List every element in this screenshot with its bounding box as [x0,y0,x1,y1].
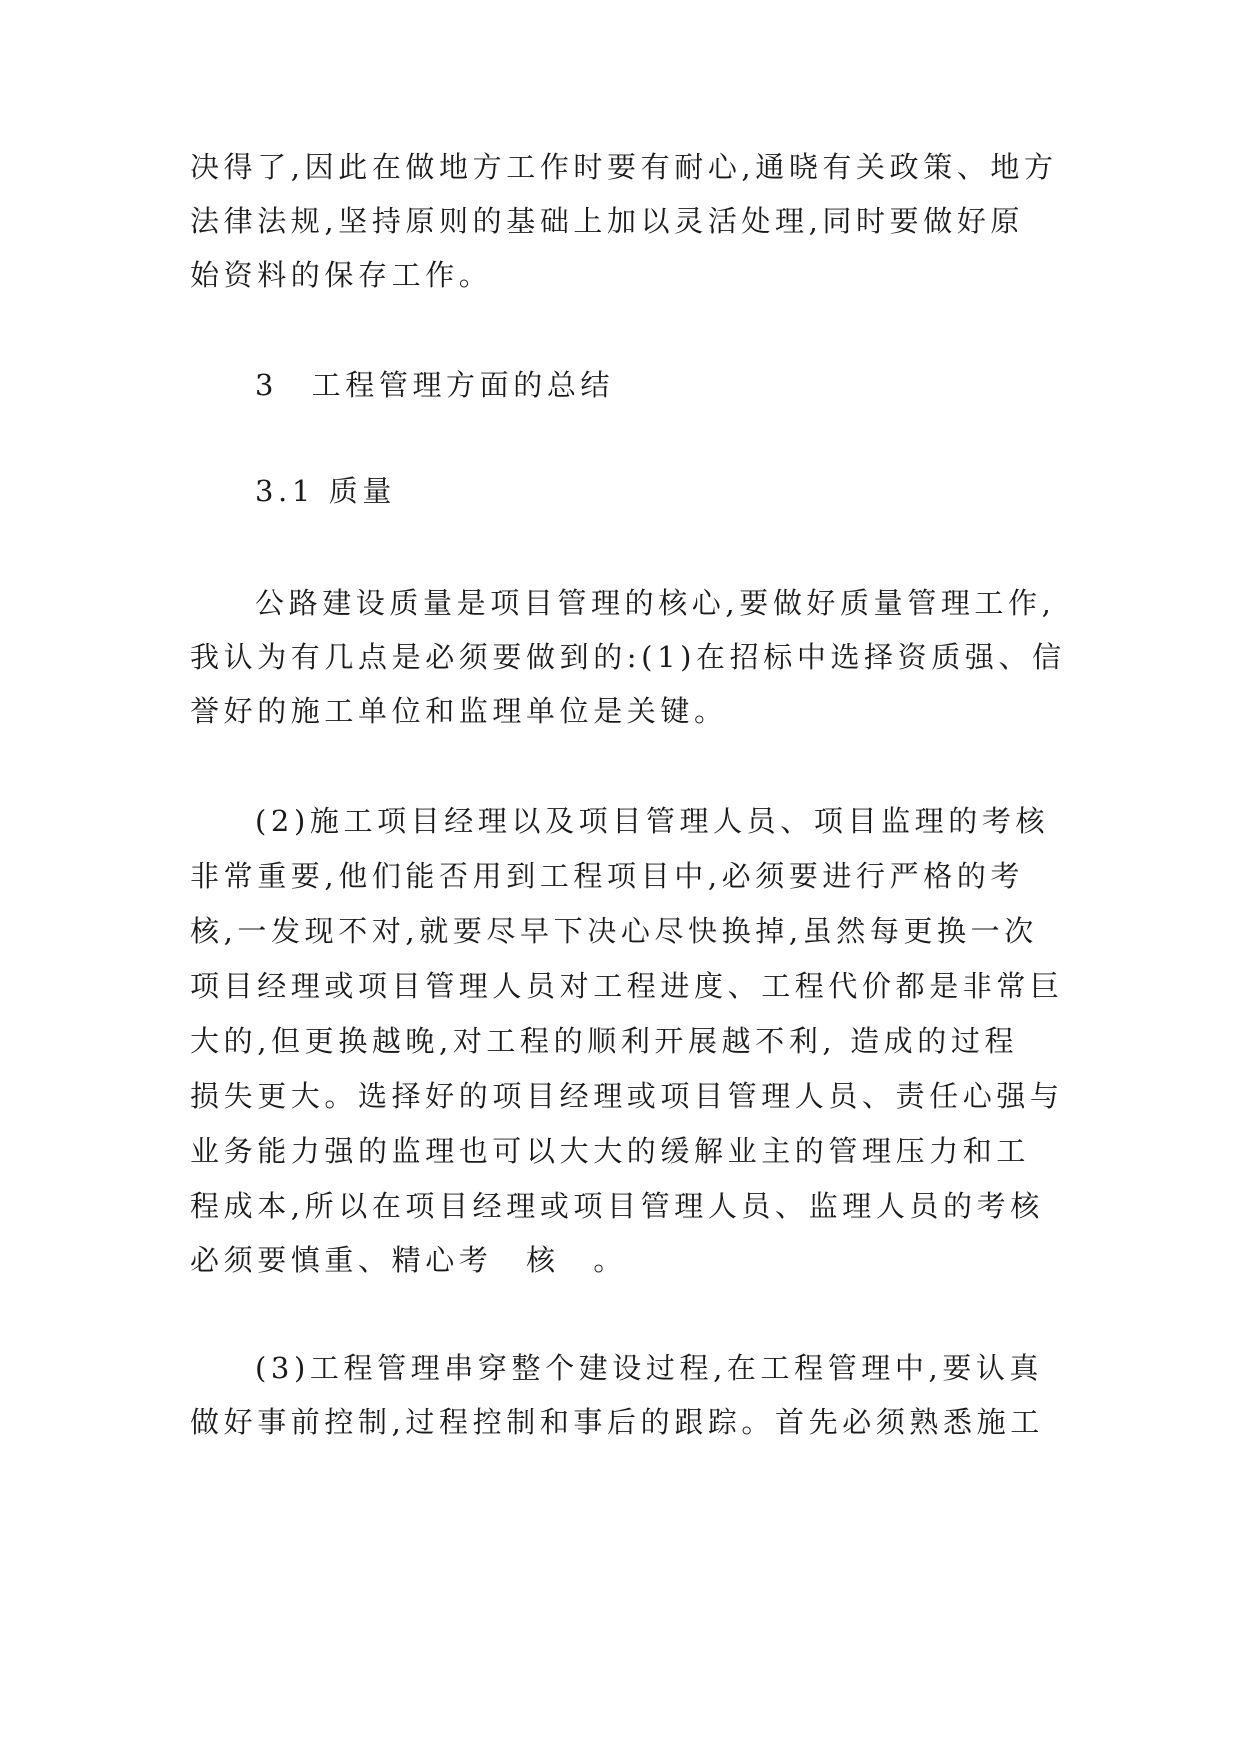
paragraph-3-line-6: 损失更大。选择好的项目经理或项目管理人员、责任心强与 [190,1079,1064,1113]
paragraph-3-line-7: 业务能力强的监理也可以大大的缓解业主的管理压力和工 [190,1134,1031,1168]
paragraph-4-line-2: 做好事前控制,过程控制和事后的跟踪。首先必须熟悉施工 [190,1405,1044,1439]
paragraph-1-line-3: 始资料的保存工作。 [190,258,493,292]
section-heading-3-1: 3.1 质量 [255,474,396,508]
paragraph-3-line-5: 大的,但更换越晚,对工程的顺利开展越不利, 造成的过程 [190,1024,1019,1058]
section-heading-3: 3 工程管理方面的总结 [255,368,615,402]
paragraph-3-line-2: 非常重要,他们能否用到工程项目中,必须要进行严格的考 [190,859,1025,893]
paragraph-3-line-3: 核,一发现不对,就要尽早下决心尽快换掉,虽然每更换一次 [190,914,1038,948]
paragraph-3-line-1: (2)施工项目经理以及项目管理人员、项目监理的考核 [255,804,1050,838]
paragraph-3-line-8: 程成本,所以在项目经理或项目管理人员、监理人员的考核 [190,1189,1044,1223]
paragraph-2-line-3: 誉好的施工单位和监理单位是关键。 [190,694,728,728]
paragraph-2-line-2: 我认为有几点是必须要做到的:(1)在招标中选择资质强、信 [190,640,1066,674]
paragraph-1-line-2: 法律法规,坚持原则的基础上加以灵活处理,同时要做好原 [190,204,1025,238]
paragraph-3-line-4: 项目经理或项目管理人员对工程进度、工程代价都是非常巨 [190,969,1064,1003]
paragraph-4-line-1: (3)工程管理串穿整个建设过程,在工程管理中,要认真 [255,1351,1044,1385]
paragraph-2-line-1: 公路建设质量是项目管理的核心,要做好质量管理工作, [255,586,1056,620]
paragraph-1-line-1: 决得了,因此在做地方工作时要有耐心,通晓有关政策、地方 [190,150,1058,184]
paragraph-3-line-9: 必须要慎重、精心考 核 。 [190,1243,627,1277]
